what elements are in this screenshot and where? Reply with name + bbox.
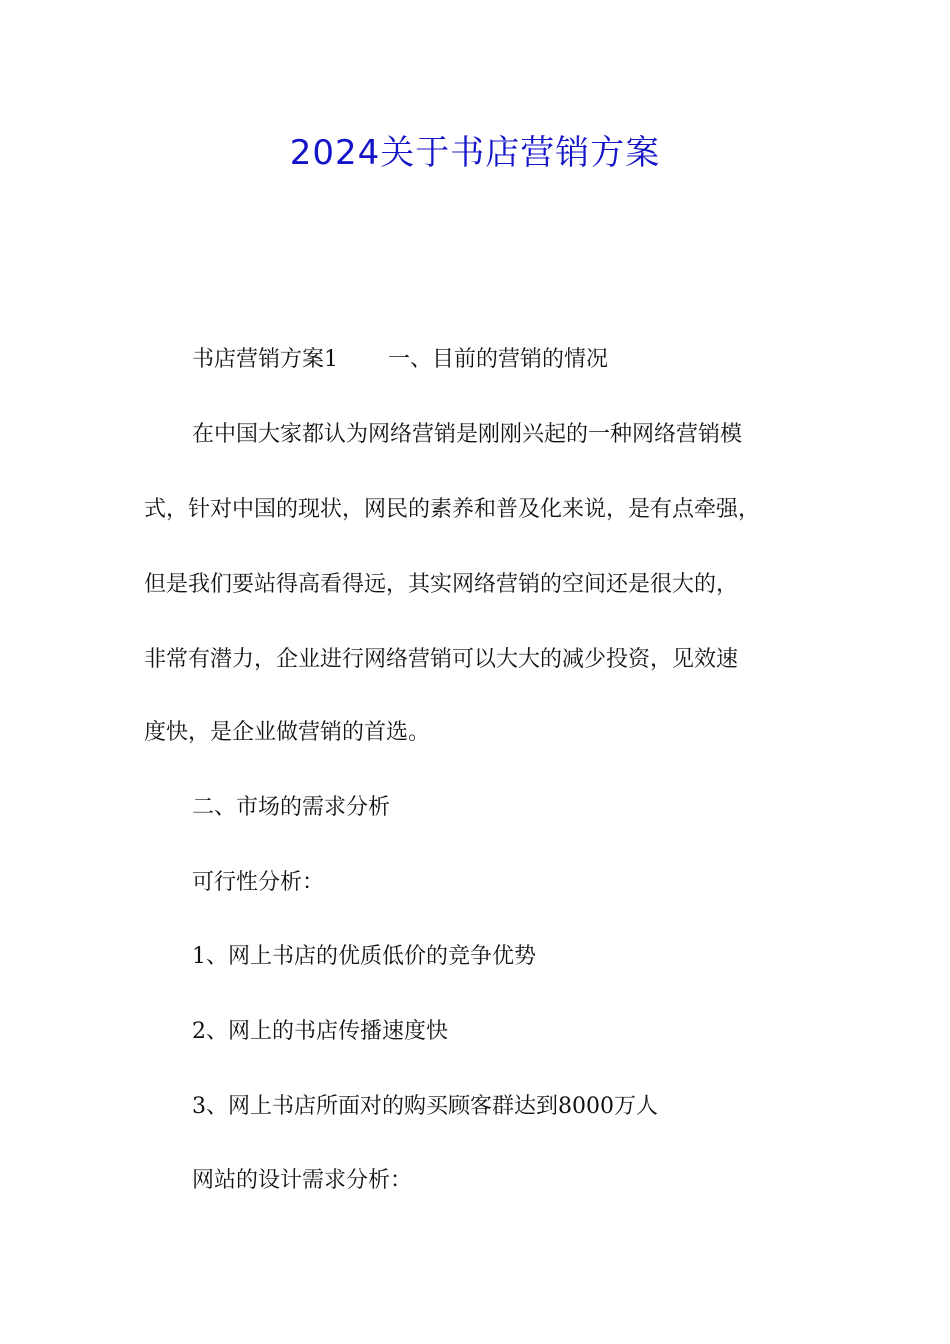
paragraph-line: 在中国大家都认为网络营销是刚刚兴起的一种网络营销模	[192, 422, 743, 447]
design-label: 网站的设计需求分析：	[192, 1168, 413, 1193]
paragraph-line: 非常有潜力，企业进行网络营销可以大大的减少投资，见效速	[144, 647, 739, 672]
section-label: 书店营销方案1	[192, 347, 338, 372]
feasibility-label: 可行性分析：	[192, 870, 325, 895]
paragraph-line: 但是我们要站得高看得远，其实网络营销的空间还是很大的，	[144, 572, 739, 597]
list-item: 2、网上的书店传播速度快	[192, 1019, 448, 1044]
section-heading-line	[192, 344, 608, 376]
heading-2: 二、市场的需求分析	[192, 795, 391, 820]
paragraph-line: 式，针对中国的现状，网民的素养和普及化来说，是有点牵强，	[144, 497, 761, 522]
list-item: 3、网上书店所面对的购买顾客群达到8000万人	[192, 1094, 658, 1119]
document-title: 2024关于书店营销方案	[289, 133, 661, 173]
paragraph-line: 度快，是企业做营销的首选。	[144, 720, 431, 745]
heading-1: 一、目前的营销的情况	[388, 347, 609, 372]
list-item: 1、网上书店的优质低价的竞争优势	[192, 944, 536, 969]
